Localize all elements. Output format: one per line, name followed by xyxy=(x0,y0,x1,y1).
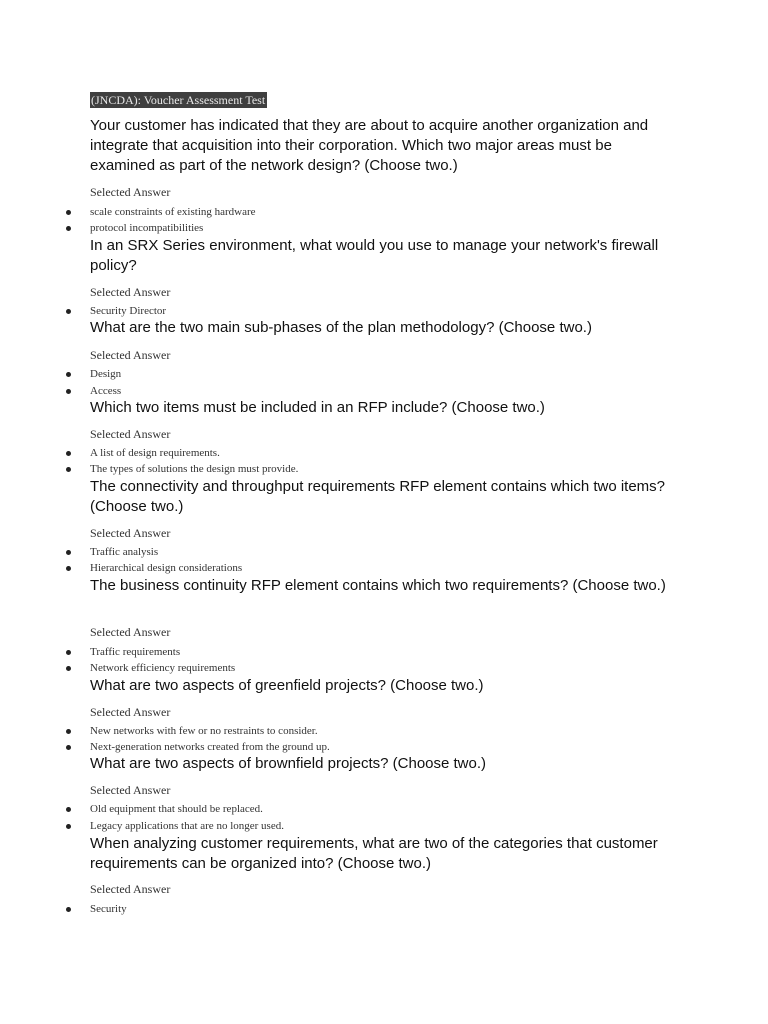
question-text: The connectivity and throughput requirements RFP element contains which two items? (Choose two.) xyxy=(90,478,666,515)
bullet-icon xyxy=(66,824,71,829)
answer-item: The types of solutions the design must provide. xyxy=(90,463,299,475)
question-text: Your customer has indicated that they are about to acquire another organization and integrate that acquisition into their corporation. Which two major areas must be examined as part of the network design? (Choose two.) xyxy=(90,117,649,174)
selected-answer-label: Selected Answer xyxy=(90,185,171,199)
answer-item: Security xyxy=(90,903,127,915)
question-text: Which two items must be included in an RFP include? (Choose two.) xyxy=(90,399,545,416)
bullet-icon xyxy=(66,372,71,377)
answer-item: New networks with few or no restraints to consider. xyxy=(90,725,318,737)
bullet-icon xyxy=(66,467,71,472)
answer-item: Traffic requirements xyxy=(90,646,181,658)
document-title: (JNCDA): Voucher Assessment Test xyxy=(91,93,266,107)
question-text: The business continuity RFP element contains which two requirements? (Choose two.) xyxy=(90,577,666,594)
answer-item: Design xyxy=(90,368,122,380)
answer-item: scale constraints of existing hardware xyxy=(90,206,256,218)
selected-answer-label: Selected Answer xyxy=(90,882,171,896)
selected-answer-label: Selected Answer xyxy=(90,285,171,299)
bullet-icon xyxy=(66,907,71,912)
bullet-icon xyxy=(66,566,71,571)
selected-answer-label: Selected Answer xyxy=(90,526,171,540)
answer-item: Traffic analysis xyxy=(90,546,159,558)
answer-item: Security Director xyxy=(90,305,167,317)
bullet-icon xyxy=(66,729,71,734)
selected-answer-label: Selected Answer xyxy=(90,625,171,639)
answer-item: Hierarchical design considerations xyxy=(90,562,243,574)
bullet-icon xyxy=(66,226,71,231)
bullet-icon xyxy=(66,807,71,812)
answer-item: Network efficiency requirements xyxy=(90,662,236,674)
selected-answer-label: Selected Answer xyxy=(90,705,171,719)
answer-item: protocol incompatibilities xyxy=(90,222,204,234)
question-text: What are two aspects of greenfield projects? (Choose two.) xyxy=(90,677,484,694)
bullet-icon xyxy=(66,210,71,215)
answer-item: Next-generation networks created from the ground up. xyxy=(90,741,330,753)
bullet-icon xyxy=(66,451,71,456)
question-text: When analyzing customer requirements, what are two of the categories that customer requirements can be organized into? (Choose two.) xyxy=(90,835,658,872)
question-text: What are two aspects of brownfield projects? (Choose two.) xyxy=(90,755,487,772)
answer-item: Access xyxy=(90,385,122,397)
bullet-icon xyxy=(66,309,71,314)
bullet-icon xyxy=(66,745,71,750)
bullet-icon xyxy=(66,550,71,555)
selected-answer-label: Selected Answer xyxy=(90,427,171,441)
bullet-icon xyxy=(66,389,71,394)
question-text: In an SRX Series environment, what would you use to manage your network's firewall policy? xyxy=(90,237,659,274)
selected-answer-label: Selected Answer xyxy=(90,348,171,362)
answer-item: Legacy applications that are no longer used. xyxy=(90,820,284,832)
question-text: What are the two main sub-phases of the plan methodology? (Choose two.) xyxy=(90,319,592,336)
selected-answer-label: Selected Answer xyxy=(90,783,171,797)
answer-item: Old equipment that should be replaced. xyxy=(90,803,263,815)
bullet-icon xyxy=(66,666,71,671)
bullet-icon xyxy=(66,650,71,655)
answer-item: A list of design requirements. xyxy=(90,447,220,459)
